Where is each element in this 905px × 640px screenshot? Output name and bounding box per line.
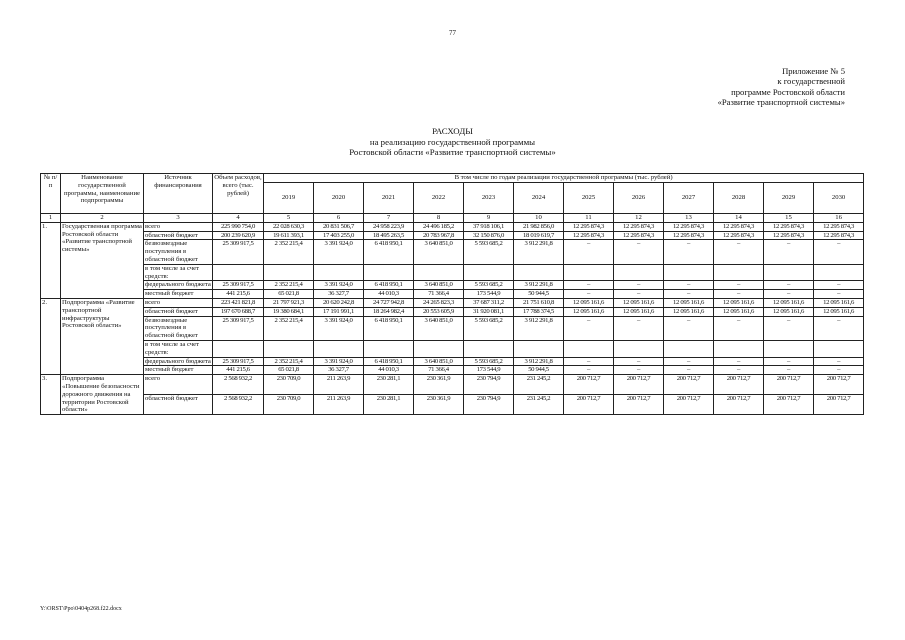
year-amount: [414, 340, 464, 357]
table-row: [41, 316, 864, 340]
total-amount: 25 309 917,5: [213, 316, 264, 340]
funding-source: безвозмездные поступления в областной бюджет: [144, 316, 213, 340]
funding-source: всего: [144, 375, 213, 395]
funding-source: областной бюджет: [144, 307, 213, 316]
year-amount: 230 794,9: [464, 395, 514, 415]
year-amount: 17 788 374,5: [514, 307, 564, 316]
year-amount: 44 010,3: [364, 290, 414, 299]
year-amount: 5 593 685,2: [464, 240, 514, 264]
column-index: 9: [464, 214, 514, 223]
year-amount: 20 620 242,8: [314, 298, 364, 307]
annex-line: «Развитие транспортной системы»: [717, 96, 845, 107]
table-row: [41, 340, 864, 357]
year-amount: 12 295 874,3: [764, 222, 814, 231]
year-amount: 230 361,9: [414, 375, 464, 395]
year-amount: –: [614, 281, 664, 290]
year-amount: [264, 340, 314, 357]
year-amount: 24 496 185,2: [414, 222, 464, 231]
funding-source: всего: [144, 222, 213, 231]
year-amount: –: [564, 281, 614, 290]
section-name: Подпрограмма «Развитие транспортной инфраструктуры Ростовской области»: [61, 298, 144, 374]
year-amount: 200 712,7: [764, 375, 814, 395]
year-amount: 3 640 851,0: [414, 240, 464, 264]
year-amount: [564, 340, 614, 357]
year-amount: 17 403 255,0: [314, 231, 364, 240]
year-amount: –: [714, 357, 764, 366]
year-amount: –: [814, 366, 864, 375]
total-amount: 25 309 917,5: [213, 357, 264, 366]
year-amount: 12 095 161,6: [714, 298, 764, 307]
year-amount: 200 712,7: [564, 375, 614, 395]
table-row: [41, 264, 864, 281]
year-amount: [464, 264, 514, 281]
year-amount: 18 264 982,4: [364, 307, 414, 316]
year-amount: 12 095 161,6: [664, 298, 714, 307]
year-amount: 20 831 506,7: [314, 222, 364, 231]
table-row: [41, 375, 864, 395]
year-amount: –: [714, 316, 764, 340]
column-index: 11: [564, 214, 614, 223]
header-year: 2027: [664, 183, 714, 214]
year-amount: 6 418 950,1: [364, 357, 414, 366]
year-amount: 12 295 874,3: [614, 222, 664, 231]
year-amount: [314, 264, 364, 281]
total-amount: 223 421 821,8: [213, 298, 264, 307]
year-amount: –: [664, 316, 714, 340]
year-amount: [714, 264, 764, 281]
header-source: Источник финансирования: [144, 174, 213, 214]
funding-source: всего: [144, 298, 213, 307]
year-amount: 12 095 161,6: [564, 298, 614, 307]
year-amount: [764, 264, 814, 281]
year-amount: 3 912 291,8: [514, 357, 564, 366]
year-amount: 3 640 851,0: [414, 357, 464, 366]
year-amount: 173 544,9: [464, 290, 514, 299]
header-total: Объем расходов, всего (тыс. рублей): [213, 174, 264, 214]
table-row: [41, 290, 864, 299]
year-amount: 21 751 610,8: [514, 298, 564, 307]
funding-source: областной бюджет: [144, 395, 213, 415]
year-amount: –: [814, 281, 864, 290]
year-amount: 12 095 161,6: [764, 298, 814, 307]
section-number: 1.: [41, 222, 61, 298]
year-amount: 5 593 685,2: [464, 281, 514, 290]
column-index: 10: [514, 214, 564, 223]
section-number: 3.: [41, 375, 61, 415]
annex-header: [615, 66, 845, 107]
table-row: [41, 231, 864, 240]
year-amount: –: [664, 357, 714, 366]
header-year: 2020: [314, 183, 364, 214]
year-amount: 19 611 393,1: [264, 231, 314, 240]
year-amount: [814, 340, 864, 357]
section-name: Государственная программа Ростовской области «Развитие транспортной системы»: [61, 222, 144, 298]
year-amount: 230 281,1: [364, 395, 414, 415]
year-amount: 12 295 874,3: [564, 231, 614, 240]
year-amount: 173 544,9: [464, 366, 514, 375]
year-amount: 230 794,9: [464, 375, 514, 395]
column-index: 16: [814, 214, 864, 223]
column-index: 1: [41, 214, 61, 223]
year-amount: 230 281,1: [364, 375, 414, 395]
header-year: 2030: [814, 183, 864, 214]
year-amount: –: [764, 240, 814, 264]
year-amount: 12 095 161,6: [614, 307, 664, 316]
year-amount: 12 295 874,3: [564, 222, 614, 231]
column-index: 2: [61, 214, 144, 223]
year-amount: –: [714, 290, 764, 299]
total-amount: 441 215,6: [213, 290, 264, 299]
title-line: Ростовской области «Развитие транспортной системы»: [349, 147, 556, 157]
total-amount: 200 239 620,9: [213, 231, 264, 240]
year-amount: –: [814, 290, 864, 299]
column-index: 14: [714, 214, 764, 223]
year-amount: 200 712,7: [714, 395, 764, 415]
year-amount: 12 295 874,3: [714, 231, 764, 240]
table-row: [41, 307, 864, 316]
total-amount: 441 215,6: [213, 366, 264, 375]
year-amount: –: [564, 316, 614, 340]
year-amount: [464, 340, 514, 357]
year-amount: 50 944,5: [514, 290, 564, 299]
year-amount: [614, 264, 664, 281]
year-amount: 12 295 874,3: [764, 231, 814, 240]
year-amount: 12 295 874,3: [614, 231, 664, 240]
header-name: Наименование государственной программы, наименование подпрограммы: [61, 174, 144, 214]
total-amount: 2 568 932,2: [213, 395, 264, 415]
year-amount: [264, 264, 314, 281]
year-amount: –: [564, 290, 614, 299]
year-amount: [664, 340, 714, 357]
year-amount: 12 295 874,3: [714, 222, 764, 231]
year-amount: 21 797 921,3: [264, 298, 314, 307]
year-amount: –: [764, 357, 814, 366]
year-amount: [364, 264, 414, 281]
year-amount: 231 245,2: [514, 395, 564, 415]
footer-file-path: Y:\ORST\Ppo\0404p268.f22.docx: [40, 606, 122, 612]
year-amount: –: [714, 281, 764, 290]
year-amount: 32 150 876,0: [464, 231, 514, 240]
year-amount: 200 712,7: [814, 395, 864, 415]
annex-line: Приложение № 5: [782, 66, 845, 76]
total-amount: 25 309 917,5: [213, 281, 264, 290]
year-amount: 5 593 685,2: [464, 357, 514, 366]
table-row: [41, 366, 864, 375]
total-amount: 197 670 688,7: [213, 307, 264, 316]
year-amount: –: [614, 357, 664, 366]
year-amount: 3 640 851,0: [414, 316, 464, 340]
header-year: 2023: [464, 183, 514, 214]
year-amount: 12 095 161,6: [814, 298, 864, 307]
year-amount: –: [614, 316, 664, 340]
section-number: 2.: [41, 298, 61, 374]
header-year: 2024: [514, 183, 564, 214]
year-amount: [764, 340, 814, 357]
column-index: 12: [614, 214, 664, 223]
year-amount: 2 352 215,4: [264, 281, 314, 290]
column-index: 5: [264, 214, 314, 223]
column-index: 6: [314, 214, 364, 223]
year-amount: 37 918 106,1: [464, 222, 514, 231]
year-amount: 3 912 291,8: [514, 240, 564, 264]
funding-source: федерального бюджета: [145, 281, 211, 289]
year-amount: –: [814, 357, 864, 366]
year-amount: –: [714, 240, 764, 264]
year-amount: 230 709,0: [264, 375, 314, 395]
column-index: 7: [364, 214, 414, 223]
year-amount: –: [764, 290, 814, 299]
document-title: [0, 126, 905, 158]
funding-source: безвозмездные поступления в областной бюджет: [144, 240, 213, 264]
year-amount: –: [814, 316, 864, 340]
year-amount: 200 712,7: [614, 395, 664, 415]
year-amount: –: [814, 240, 864, 264]
annex-line: программе Ростовской области: [731, 86, 845, 97]
year-amount: 3 912 291,8: [514, 316, 564, 340]
year-amount: [414, 264, 464, 281]
year-amount: 65 021,8: [264, 366, 314, 375]
year-amount: 12 295 874,3: [814, 222, 864, 231]
year-amount: 37 687 311,2: [464, 298, 514, 307]
header-year: 2026: [614, 183, 664, 214]
year-amount: 20 783 967,8: [414, 231, 464, 240]
year-amount: 211 263,9: [314, 375, 364, 395]
year-amount: 3 640 851,0: [414, 281, 464, 290]
year-amount: 6 418 950,1: [364, 316, 414, 340]
year-amount: 36 327,7: [314, 290, 364, 299]
header-year: 2025: [564, 183, 614, 214]
year-amount: 6 418 950,1: [364, 281, 414, 290]
table-row: [41, 298, 864, 307]
year-amount: 18 019 619,7: [514, 231, 564, 240]
header-period: В том числе по годам реализации государственной программы (тыс. рублей): [264, 174, 864, 183]
year-amount: 5 593 685,2: [464, 316, 514, 340]
column-index: 3: [144, 214, 213, 223]
total-amount: 225 990 754,0: [213, 222, 264, 231]
year-amount: 200 712,7: [814, 375, 864, 395]
year-amount: [664, 264, 714, 281]
year-amount: –: [564, 366, 614, 375]
year-amount: [614, 340, 664, 357]
header-index-row: [41, 214, 864, 223]
header-num: № п/п: [41, 174, 61, 214]
header-year: 2021: [364, 183, 414, 214]
year-amount: 24 727 942,8: [364, 298, 414, 307]
year-amount: 12 095 161,6: [564, 307, 614, 316]
year-amount: 3 912 291,8: [514, 281, 564, 290]
year-amount: 17 191 991,1: [314, 307, 364, 316]
year-amount: 200 712,7: [564, 395, 614, 415]
year-amount: 3 391 924,0: [314, 240, 364, 264]
year-amount: 2 352 215,4: [264, 316, 314, 340]
year-amount: 50 944,5: [514, 366, 564, 375]
year-amount: [364, 340, 414, 357]
year-amount: 12 095 161,6: [614, 298, 664, 307]
year-amount: –: [664, 366, 714, 375]
total-amount: [213, 264, 264, 281]
expenses-table: [40, 173, 864, 415]
header-year: 2028: [714, 183, 764, 214]
year-amount: 200 712,7: [664, 375, 714, 395]
table-body: [41, 222, 864, 414]
year-amount: 3 391 924,0: [314, 281, 364, 290]
year-amount: 12 295 874,3: [664, 222, 714, 231]
year-amount: 200 712,7: [664, 395, 714, 415]
page-number: 77: [449, 29, 456, 37]
funding-source: федерального бюджета: [145, 357, 211, 365]
funding-source: местный бюджет: [144, 290, 213, 299]
year-amount: –: [714, 366, 764, 375]
year-amount: 18 495 263,5: [364, 231, 414, 240]
table-row: [41, 240, 864, 264]
header-year: 2029: [764, 183, 814, 214]
table-row: [41, 281, 864, 290]
year-amount: [814, 264, 864, 281]
year-amount: –: [764, 281, 814, 290]
year-amount: [714, 340, 764, 357]
year-amount: 44 010,3: [364, 366, 414, 375]
year-amount: 12 095 161,6: [814, 307, 864, 316]
year-amount: 19 380 684,1: [264, 307, 314, 316]
year-amount: –: [614, 366, 664, 375]
annex-line: к государственной: [777, 76, 845, 87]
title-line: РАСХОДЫ: [432, 126, 473, 136]
year-amount: 6 418 950,1: [364, 240, 414, 264]
year-amount: 24 265 823,3: [414, 298, 464, 307]
year-amount: –: [614, 240, 664, 264]
total-amount: 2 568 932,2: [213, 375, 264, 395]
year-amount: 12 295 874,3: [664, 231, 714, 240]
year-amount: –: [564, 357, 614, 366]
year-amount: 71 366,4: [414, 366, 464, 375]
year-amount: –: [764, 316, 814, 340]
table-row: [41, 357, 864, 366]
header-year: 2022: [414, 183, 464, 214]
column-index: 4: [213, 214, 264, 223]
header-year: 2019: [264, 183, 314, 214]
year-amount: [564, 264, 614, 281]
year-amount: 22 028 630,3: [264, 222, 314, 231]
funding-source: в том числе за счет средств:: [144, 340, 213, 357]
year-amount: 3 391 924,0: [314, 316, 364, 340]
year-amount: [514, 264, 564, 281]
year-amount: –: [614, 290, 664, 299]
year-amount: 200 712,7: [764, 395, 814, 415]
year-amount: 12 095 161,6: [764, 307, 814, 316]
year-amount: 230 709,0: [264, 395, 314, 415]
year-amount: 31 920 081,1: [464, 307, 514, 316]
year-amount: 21 982 856,0: [514, 222, 564, 231]
column-index: 8: [414, 214, 464, 223]
year-amount: 200 712,7: [714, 375, 764, 395]
year-amount: 2 352 215,4: [264, 240, 314, 264]
section-name: Подпрограмма «Повышение безопасности дорожного движения на территории Ростовской области»: [61, 375, 144, 415]
year-amount: 2 352 215,4: [264, 357, 314, 366]
year-amount: 230 361,9: [414, 395, 464, 415]
column-index: 15: [764, 214, 814, 223]
year-amount: 36 327,7: [314, 366, 364, 375]
year-amount: 200 712,7: [614, 375, 664, 395]
year-amount: –: [664, 290, 714, 299]
year-amount: 71 366,4: [414, 290, 464, 299]
year-amount: 12 095 161,6: [664, 307, 714, 316]
total-amount: [213, 340, 264, 357]
year-amount: 3 391 924,0: [314, 357, 364, 366]
funding-source: в том числе за счет средств:: [144, 264, 213, 281]
column-index: 13: [664, 214, 714, 223]
year-amount: [314, 340, 364, 357]
total-amount: 25 309 917,5: [213, 240, 264, 264]
year-amount: 20 553 605,9: [414, 307, 464, 316]
year-amount: –: [664, 240, 714, 264]
year-amount: 211 263,9: [314, 395, 364, 415]
year-amount: –: [664, 281, 714, 290]
funding-source: местный бюджет: [144, 366, 213, 375]
table-row: [41, 395, 864, 415]
year-amount: –: [564, 240, 614, 264]
table-row: [41, 222, 864, 231]
funding-source: областной бюджет: [144, 231, 213, 240]
year-amount: 12 095 161,6: [714, 307, 764, 316]
year-amount: 231 245,2: [514, 375, 564, 395]
year-amount: –: [764, 366, 814, 375]
year-amount: 12 295 874,3: [814, 231, 864, 240]
year-amount: 24 958 223,9: [364, 222, 414, 231]
title-line: на реализацию государственной программы: [369, 136, 536, 147]
year-amount: [514, 340, 564, 357]
year-amount: 65 021,8: [264, 290, 314, 299]
